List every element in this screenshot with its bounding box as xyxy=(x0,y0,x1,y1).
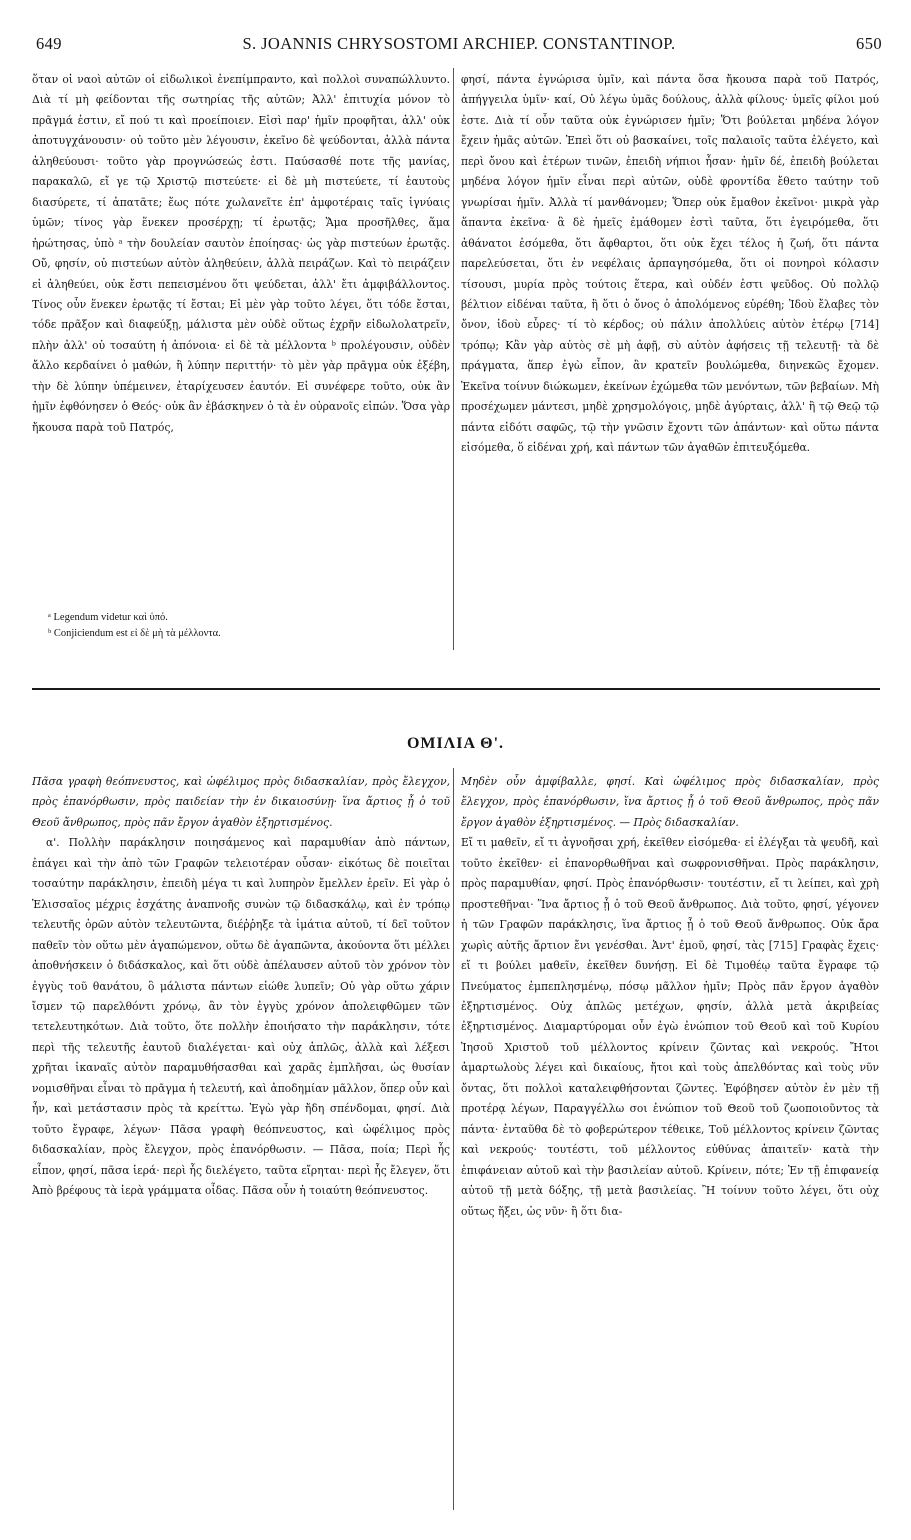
page-number-left: 649 xyxy=(36,34,62,53)
column-divider-top xyxy=(453,68,454,650)
footnote-a: ᵃ Legendum videtur καὶ ὑπό. xyxy=(48,612,168,623)
running-title: S. JOANNIS CHRYSOSTOMI ARCHIEP. CONSTANTINOP. xyxy=(242,34,676,53)
lower-right-column xyxy=(461,772,879,1222)
paragraph: Εἴ τι μαθεῖν, εἴ τι ἀγνοῆσαι χρή, ἐκεῖθεν εἰσόμεθα· εἰ ἐλέγξαι τὰ ψευδῆ, καὶ τοῦτο ἐκεῖθεν· εἰ ἐπανορθωθῆναι καὶ σωφρονισθῆναι. Πρὸς παράκλησιν, πρὸς παραμυθίαν, φησί. Πρὸς ἐπανόρθωσιν· τουτέστιν, εἴ τι λείπει, καὶ χρὴ προστεθῆναι· Ἵνα ἄρτιος ᾖ ὁ τοῦ Θεοῦ ἄνθρωπος. Διὰ τοῦτο, φησί, γέγονεν ἡ τῶν Γραφῶν παράκλησις, ἵνα ἄρτιος ᾖ ὁ τοῦ Θεοῦ ἄνθρωπος. Οὐκ ἄρα χωρὶς αὐτῆς ἄρτιον ἔνι γενέσθαι. Ἀντ' ἐμοῦ, φησί, τὰς [715] Γραφὰς ἔχεις· εἴ τι βούλει μαθεῖν, ἐκεῖθεν δυνήσῃ. Εἰ δὲ Τιμοθέῳ ταῦτα ἔγραφε τῷ Πνεύματος ἐμπεπλησμένῳ, πόσῳ μᾶλλον ἡμῖν; Πρὸς πᾶν ἔργον ἀγαθὸν ἐξηρτισμένος. Οὐχ ἁπλῶς μετέχων, φησίν, ἀλλὰ μετὰ ἀκριβείας ἐξηρτισμένος. Διαμαρτύρομαι οὖν ἐγὼ ἐνώπιον τοῦ Θεοῦ καὶ τοῦ Κυρίου Ἰησοῦ Χριστοῦ τοῦ μέλλοντος κρίνειν ζῶντας καὶ νεκρούς. Ἤτοι ἁμαρτωλοὺς λέγει καὶ δικαίους, ἤτοι καὶ τοὺς ἀπελθόντας καὶ τοὺς νῦν ὄντας, ὅτι πολλοὶ καταλειφθήσονται ζῶντες. Ἐφόβησεν αὐτὸν ἐν μὲν τῇ προτέρᾳ λέγων, Παραγγέλλω σοι ἐνώπιον τοῦ Θεοῦ τοῦ ζωοποιοῦντος τὰ πάντα· ἐνταῦθα δὲ τὸ φοβερώτερον τέθεικε, Τοῦ μέλλοντος κρίνειν ζῶντας καὶ νεκρούς· τουτέστι, τοῦ μέλλοντος εὐθύνας ἀπαιτεῖν· κατὰ τὴν ἐπιφάνειαν αὐτοῦ καὶ τὴν βασιλείαν αὐτοῦ. Κρίνειν, πότε; Ἐν τῇ ἐπιφανείᾳ αὐτοῦ τῇ μετὰ δόξης, τῇ μετὰ βασιλείας. Ἢ τοίνυν τοῦτο λέγει, ὅτι οὐχ οὕτως ἥξει, ὡς νῦν· ἢ ὅτι δια- xyxy=(461,836,879,1218)
lower-left-column xyxy=(32,772,450,1202)
column-divider-bottom xyxy=(453,768,454,1510)
page-number-right: 650 xyxy=(856,34,882,53)
paragraph: α'. Πολλὴν παράκλησιν ποιησάμενος καὶ παραμυθίαν ἀπὸ πάντων, ἐπάγει καὶ τὴν ἀπὸ τῶν Γραφῶν τελειοτέραν οὖσαν· εἰκότως δὲ ποιεῖται τοσαύτην παράκλησιν, ἐπειδὴ μέγα τι καὶ λυπηρὸν ἔμελλεν ἐρεῖν. Εἰ γὰρ ὁ Ἐλισσαῖος μέχρις ἐσχάτης ἀναπνοῆς συνὼν τῷ διδασκάλῳ, καὶ ἐν τρόπῳ τελευτῆς ὁρῶν αὐτὸν τελευτῶντα, διέῤῥηξε τὰ ἱμάτια αὐτοῦ, τί δεῖ τοῦτον παθεῖν τὸν οὕτω μὲν ἀγαπώμενον, οὕτω δὲ ἀγαπῶντα, ἀκούοντα ὅτι μέλλει ἀποθνήσκειν ὁ διδάσκαλος, καὶ ὅτι οὐδὲ ἀπέλαυσεν αὐτοῦ τὸν χρόνον τὸν ἐγγὺς τοῦ θανάτου, ὃ μάλιστα πάντων εἰώθε λυπεῖν; Οὐ γὰρ οὕτω χάριν ἴσμεν τῷ παρελθόντι χρόνῳ, ἂν τὸν ἐγγὺς χρόνον ἀπολειφθῶμεν τῶν τετελευτηκότων. Διὰ τοῦτο, ὅτε πολλὴν ἐποιήσατο τὴν παράκλησιν, τότε περὶ τῆς τελευτῆς ἑαυτοῦ διαλέγεται· καὶ οὐχ ἁπλῶς, ἀλλὰ καὶ λέξεσι χρῆται ἱκαναῖς αὐτὸν παραμυθήσασθαι καὶ χαρᾶς ἐμπλῆσαι, ὡς θυσίαν νομισθῆναι εἶναι τὸ πρᾶγμα ἡ τελευτή, καὶ ἀποδημίαν μᾶλλον, ὅπερ οὖν καὶ ἦν, καὶ μετάστασιν πρὸς τὰ κρείττω. Ἐγὼ γὰρ ἤδη σπένδομαι, φησί. Διὰ τοῦτο ἔγραφε, λέγων· Πᾶσα γραφὴ θεόπνευστος, καὶ ὠφέλιμος πρὸς διδασκαλίαν, πρὸς ἔλεγχον, πρὸς ἐπανόρθωσιν. — Πᾶσα, ποία; Περὶ ἧς εἶπον, φησί, πᾶσα ἱερά· περὶ ἧς διελέγετο, ταῦτα εἴρηται· περὶ ἧς ἔλεγεν, ὅτι Ἀπὸ βρέφους τὰ ἱερὰ γράμματα οἶδας. Πᾶσα οὖν ἡ τοιαύτη θεόπνευστος. xyxy=(32,836,450,1198)
paragraph: ὅταν οἱ ναοὶ αὐτῶν οἱ εἰδωλικοὶ ἐνεπίμπραντο, καὶ πολλοὶ συναπώλλυντο. Διὰ τί μὴ φείδονται τῆς σωτηρίας τῆς αὐτῶν; Ἀλλ' ἐπιτυχία μόνον τὸ πρᾶγμά ἐστιν, εἴ πού τι καὶ προείποιεν. Εἰσὶ παρ' ἡμῖν προφῆται, ἀλλ' οὐκ ἀποτυγχάνουσιν· οὐ τοῦτο μὲν λέγουσιν, ἐκεῖνο δὲ ψεύδονται, ἀλλὰ πάντα ἀληθεύουσι· τοῦτο γὰρ προγνώσεώς ἐστι. Παύσασθέ ποτε τῆς μανίας, παρακαλῶ, εἴ γε τῷ Χριστῷ πιστεύετε· εἰ δὲ μὴ πιστεύετε, τί ἑαυτοὺς διασύρετε, τί ἀπατᾶτε; ἕως πότε χωλανεῖτε ἐπ' ἀμφοτέραις ταῖς ἰγνύαις ὑμῶν; τίνος γὰρ ἕνεκεν προσέρχῃ; τί ἐρωτᾷς; Ἅμα προσῆλθες, ἅμα ἠρώτησας, ὑπὸ ᵃ τὴν δουλείαν σαυτὸν ἐποίησας· ὡς γὰρ πιστεύων ἐρωτᾷς. Οὔ, φησίν, οὐ πιστεύων αὐτὸν ἀληθεύειν, ἀλλὰ πειράζων. Καὶ τὸ πειράζειν εἰ ἀληθεύει, οὐκ ἔστι πεπεισμένου ὅτι ψεύδεται, ἀλλ' ἔτι ἀμφιβάλλοντος. Τίνος οὖν ἕνεκεν ἐρωτᾷς τί ἔσται; Εἰ μὲν γὰρ τοῦτο λέγει, ὅτι τόδε ἔσται, τόδε πρᾶξον καὶ διαφεύξῃ, μάλιστα μὲν οὐδὲ οὕτως ἐχρῆν εἰδωλολατρεῖν, πλὴν ἀλλ' οὐ τοσαύτη ἡ ἀπόνοια· εἰ δὲ τὰ μέλλοντα ᵇ προλέγουσιν, οὐδὲν ἄλλο κερδαίνει ὁ μαθών, ἢ λύπην περιττήν· τὸ μὲν γὰρ πρᾶγμα οὐκ ἐξέβη, τὴν δὲ λύπην ὑπέμεινεν, ἐταρίχευσεν ἑαυτόν. Εἰ συνέφερε τοῦτο, οὐκ ἂν ἡμῖν ἐφθόνησεν ὁ Θεός· οὐκ ἂν ἐβάσκηνεν ὁ τὰ ἐν οὐρανοῖς εἰπών. Ὅσα γὰρ ἤκουσα παρὰ τοῦ Πατρός, xyxy=(32,73,450,434)
upper-left-column xyxy=(32,70,450,438)
homily-title: ΟΜΙΛΙΑ Θ'. xyxy=(406,735,505,752)
running-header xyxy=(36,34,882,60)
section-divider xyxy=(32,688,880,690)
paragraph: φησί, πάντα ἐγνώρισα ὑμῖν, καὶ πάντα ὅσα ἤκουσα παρὰ τοῦ Πατρός, ἀπήγγειλα ὑμῖν· καί, Οὐ λέγω ὑμᾶς δούλους, ἀλλὰ φίλους· ὑμεῖς φίλοι μού ἐστε. Διὰ τί οὖν ταῦτα οὐκ ἐγνώρισεν ἡμῖν; Ὅτι βούλεται μηδένα λόγον ἔχειν ἡμᾶς αὐτῶν. Ἐπεὶ ὅτι οὐ βασκαίνει, τοῖς παλαιοῖς ταῦτα ἐλέγετο, καὶ περὶ ὄνου καὶ ἑτέρων τινῶν, ἐπειδὴ νήπιοι ἦσαν· ἡμῖν δέ, ἐπειδὴ βούλεται μηδένα λόγον ἡμῖν εἶναι περὶ αὐτῶν, οὐδὲ φροντίδα ἔθετο ταύτην τοῦ γνωρίσαι ἡμῖν. Ἀλλὰ τί μανθάνομεν; Ὅπερ οὐκ ἔμαθον ἐκεῖνοι· μικρὰ γὰρ ἅπαντα ἐκεῖνα· ἃ δὲ ἡμεῖς ἐμάθομεν ἐστὶ ταῦτα, ὅτι ἐγειρόμεθα, ὅτι ἀθάνατοι ἐσόμεθα, ὅτι ἄφθαρτοι, ὅτι οὐκ ἔχει τέλος ἡ ζωή, ὅτι πάντα παρελεύσεται, ὅτι ἐν νεφέλαις ἁρπαγησόμεθα, ὅτι οἱ πονηροὶ κόλασιν τίσουσι, μυρία πρὸς τούτοις ἕτερα, καὶ οὐδέν ἐστι ψεῦδος. Οὐ πολλῷ βέλτιον εἰδέναι ταῦτα, ἢ ὅτι ὁ ὄνος ὁ ἀπολόμενος εὑρέθη; Ἰδοὺ ἔλαβες τὸν ὄνον, ἰδοὺ εὗρες· τί τὸ κέρδος; οὐ πάλιν ἀπολλύεις αὐτὸν ἑτέρῳ [714] τρόπῳ; Κἂν γὰρ αὐτὸς σὲ μὴ ἀφῇ, σὺ αὐτὸν ἀφήσεις τῇ τελευτῇ· τὰ δὲ πράγματα, ἅπερ ἐγὼ εἶπον, ἂν κρατεῖν βουλώμεθα, διηνεκῶς ἔχομεν. Ἐκεῖνα τοίνυν διώκωμεν, ἐκείνων ἐχώμεθα τῶν μενόντων, τῶν βεβαίων. Μὴ προσέχωμεν μάντεσι, μηδὲ χρησμολόγοις, μηδὲ ἀγύρταις, ἀλλ' ἢ τῷ Θεῷ τῷ πάντα εἰδότι σαφῶς, τῷ τὴν γνῶσιν ἔχοντι τῶν ἁπάντων· καὶ οὕτω πάντα εἰσόμεθα, ὅ εἰδέναι χρή, καὶ πάντων τῶν ἀγαθῶν ἐπιτευξόμεθα. xyxy=(461,73,879,455)
upper-right-column xyxy=(461,70,879,459)
footnotes xyxy=(48,610,448,642)
footnote-b: ᵇ Conjiciendum est εἰ δὲ μὴ τὰ μέλλοντα. xyxy=(48,628,221,639)
scripture-lemma: Πᾶσα γραφὴ θεόπνευστος, καὶ ὠφέλιμος πρὸς διδασκαλίαν, πρὸς ἔλεγχον, πρὸς ἐπανόρθωσιν, πρὸς παιδείαν τὴν ἐν δικαιοσύνῃ· ἵνα ἄρτιος ᾖ ὁ τοῦ Θεοῦ ἄνθρωπος, πρὸς πᾶν ἔργον ἀγαθὸν ἐξηρτισμένος. xyxy=(32,775,450,829)
scripture-lemma: Μηδὲν οὖν ἀμφίβαλλε, φησί. Καὶ ὠφέλιμος πρὸς διδασκαλίαν, πρὸς ἔλεγχον, πρὸς ἐπανόρθωσιν, ἵνα ἄρτιος ᾖ ὁ τοῦ Θεοῦ ἄνθρωπος, πρὸς πᾶν ἔργον ἀγαθὸν ἐξηρτισμένος. — Πρὸς διδασκαλίαν. xyxy=(461,775,879,829)
